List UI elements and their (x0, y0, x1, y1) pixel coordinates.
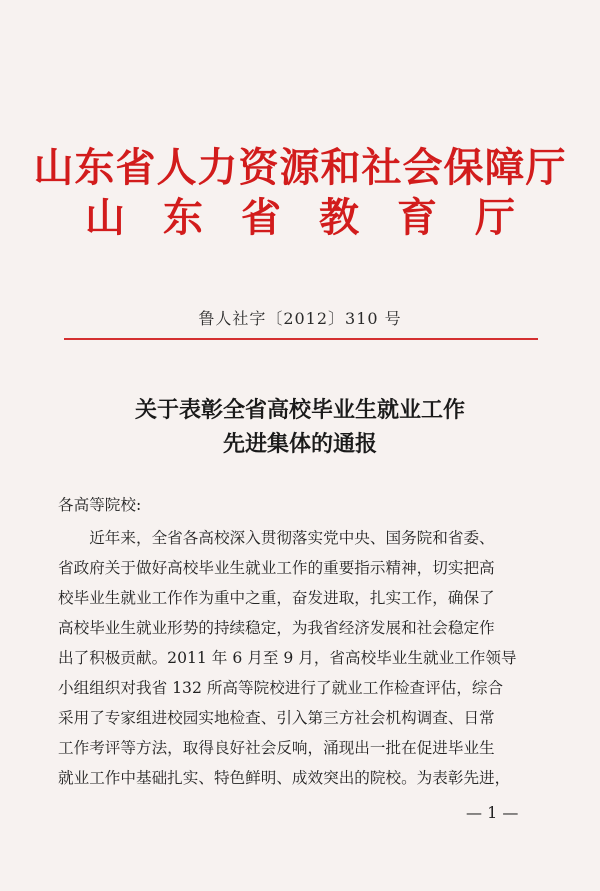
body-line: 采用了专家组进校园实地检查、引入第三方社会机构调查、日常 (58, 709, 495, 727)
red-divider-line (64, 338, 538, 340)
title-line-1: 关于表彰全省高校毕业生就业工作 (134, 397, 465, 423)
body-line: 省政府关于做好高校毕业生就业工作的重要指示精神，切实把高 (58, 559, 495, 577)
body-line: 高校毕业生就业形势的持续稳定，为我省经济发展和社会稳定作 (58, 619, 495, 637)
title-line-2: 先进集体的通报 (222, 431, 377, 457)
body-line: 校毕业生就业工作作为重中之重，奋发进取，扎实工作，确保了 (58, 589, 495, 607)
body-line: 出了积极贡献。2011 年 6 月至 9 月，省高校毕业生就业工作领导 (58, 649, 517, 667)
salutation: 各高等院校: (58, 496, 142, 514)
issuer-line-1: 山东省人力资源和社会保障厅 (33, 144, 567, 191)
body-line: 就业工作中基础扎实、特色鲜明、成效突出的院校。为表彰先进， (58, 769, 511, 787)
body-line: 小组组织对我省 132 所高等院校进行了就业工作检查评估，综合 (58, 679, 504, 697)
issuer-line-2: 山东省教育厅 (85, 194, 553, 241)
body-line: 工作考评等方法，取得良好社会反响，涌现出一批在促进毕业生 (58, 739, 495, 757)
body-line: 近年来，全省各高校深入贯彻落实党中央、国务院和省委、 (58, 529, 495, 547)
document-number: 鲁人社字〔2012〕310 号 (198, 309, 402, 328)
body-paragraph (58, 523, 544, 793)
page-number: — 1 — (466, 803, 519, 822)
